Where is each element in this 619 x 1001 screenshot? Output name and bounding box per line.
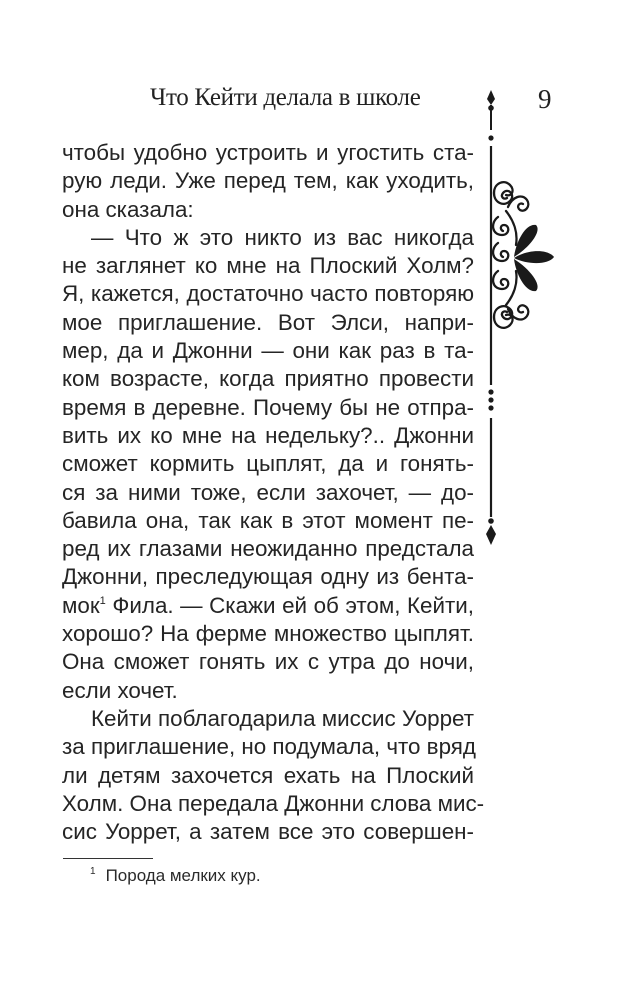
page-number: 9 [538, 84, 552, 114]
text-line: вить их ко мне на недельку?.. Джонни [62, 422, 474, 448]
text-line: ред их глазами неожиданно предстала [62, 536, 474, 562]
text-line: Кейти поблагодарила миссис Уоррет [91, 705, 475, 731]
text-line: мер, да и Джонни — они как раз в та- [62, 338, 474, 364]
text-line: мое приглашение. Вот Элси, напри- [62, 309, 474, 335]
footnote-text: Порода мелких кур. [105, 866, 261, 885]
text-line: чтобы удобно устроить и угостить ста- [62, 140, 474, 165]
footnote-divider [63, 858, 153, 859]
text-line: ком возрасте, когда приятно провести [62, 366, 474, 392]
footnote-reference: 1 [99, 594, 106, 607]
text-line: ся за ними тоже, если захочет, — до- [62, 479, 474, 505]
footnote [90, 866, 261, 886]
text-line: Я, кажется, достаточно часто повторяю [62, 281, 474, 307]
text-line: если хочет. [62, 677, 178, 703]
text-line: не заглянет ко мне на Плоский Холм? [62, 253, 474, 279]
text-line: Джонни, преследующая одну из бента- [62, 564, 474, 590]
text-line: время в деревне. Почему бы не отпра- [62, 394, 474, 420]
text-line: она сказала: [62, 196, 194, 222]
text-line: бавила она, так как в этот момент пе- [62, 507, 474, 533]
text-line: сможет кормить цыплят, да и гонять- [62, 451, 474, 477]
text-line: за приглашение, но подумала, что вряд [62, 734, 476, 760]
body-text [62, 139, 485, 846]
text-line: Она сможет гонять их с утра до ночи, [62, 649, 474, 675]
text-line: рую леди. Уже перед тем, как уходить, [62, 168, 474, 194]
running-title: Что Кейти делала в школе [150, 84, 421, 111]
text-line: сис Уоррет, а затем все это совершен- [62, 819, 474, 845]
text-line: ли детям захочется ехать на Плоский [62, 762, 474, 788]
text-line: Холм. Она передала Джонни слова мис- [62, 790, 485, 816]
text-line: — Что ж это никто из вас никогда [91, 224, 474, 250]
footnote-marker: 1 [90, 866, 96, 877]
text-line: хорошо? На ферме множество цыплят. [62, 621, 474, 647]
vertical-flourish-ornament-icon [470, 85, 560, 555]
text-line: мок$^1$ Фила. — Скажи ей об этом, Кейти, [62, 592, 474, 618]
